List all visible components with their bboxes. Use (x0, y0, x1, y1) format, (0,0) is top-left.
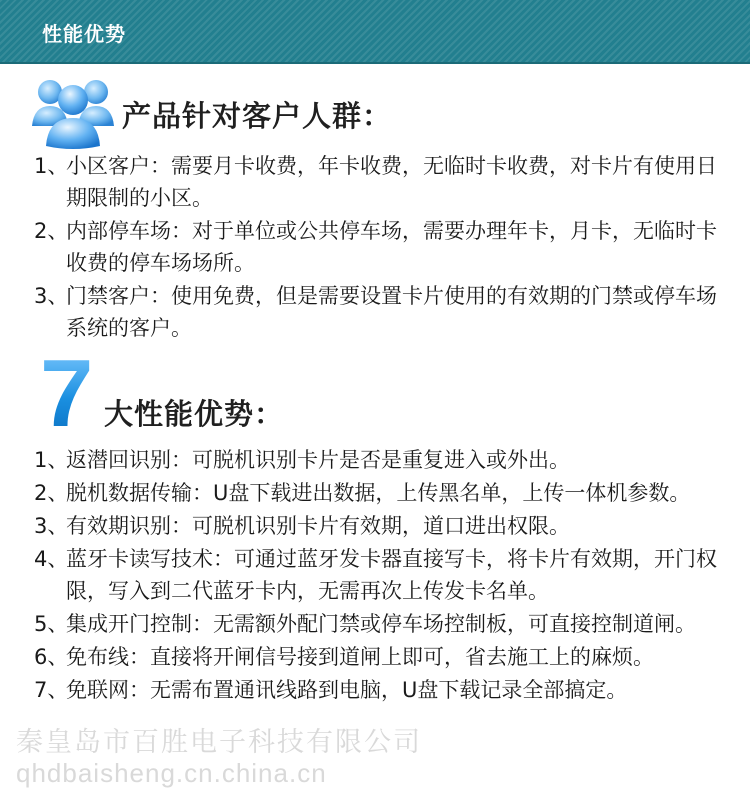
item-text: 内部停车场：对于单位或公共停车场，需要办理年卡，月卡，无临时卡收费的停车场场所。 (66, 219, 717, 275)
header-title: 性能优势 (42, 22, 126, 46)
list-item (34, 608, 734, 640)
list-item (34, 477, 734, 509)
list-item (34, 543, 734, 607)
item-text: 小区客户：需要月卡收费，年卡收费，无临时卡收费，对卡片有使用日期限制的小区。 (66, 154, 717, 210)
item-number: 5、 (34, 612, 69, 636)
list-item (34, 280, 724, 344)
item-text: 集成开门控制：无需额外配门禁或停车场控制板，可直接控制道闸。 (66, 612, 696, 636)
target-customers-list (34, 150, 724, 345)
item-text: 脱机数据传输：U盘下载进出数据，上传黑名单，上传一体机参数。 (66, 481, 691, 505)
item-number: 3、 (34, 514, 69, 538)
item-text: 有效期识别：可脱机识别卡片有效期，道口进出权限。 (66, 514, 570, 538)
item-text: 门禁客户：使用免费，但是需要设置卡片使用的有效期的门禁或停车场系统的客户。 (66, 284, 717, 340)
list-item (34, 215, 724, 279)
list-item (34, 641, 734, 673)
list-item (34, 444, 734, 476)
list-item (34, 150, 724, 214)
watermark-company: 秦皇岛市百胜电子科技有限公司 (16, 727, 422, 757)
item-number: 7、 (34, 678, 69, 702)
item-text: 返潜回识别：可脱机识别卡片是否是重复进入或外出。 (66, 448, 570, 472)
item-number: 6、 (34, 645, 69, 669)
list-item (34, 510, 734, 542)
item-number: 3、 (34, 284, 69, 308)
item-number: 2、 (34, 219, 69, 243)
users-group-icon (28, 70, 118, 150)
item-text: 免布线：直接将开闸信号接到道闸上即可，省去施工上的麻烦。 (66, 645, 654, 669)
item-text: 蓝牙卡读写技术：可通过蓝牙发卡器直接写卡，将卡片有效期，开门权限，写入到二代蓝牙卡内，无需再次上传发卡名单。 (66, 547, 717, 603)
watermark-url: qhdbaisheng.cn.china.cn (16, 758, 327, 788)
item-number: 2、 (34, 481, 69, 505)
item-number: 4、 (34, 547, 69, 571)
header-bar (0, 0, 750, 64)
item-number: 1、 (34, 154, 69, 178)
item-text: 免联网：无需布置通讯线路到电脑，U盘下载记录全部搞定。 (66, 678, 628, 702)
section2-heading: 大性能优势： (104, 397, 285, 431)
advantages-list (34, 444, 734, 707)
item-number: 1、 (34, 448, 69, 472)
big-number-seven: 7 (40, 340, 94, 447)
list-item (34, 674, 734, 706)
section1-heading: 产品针对客户人群： (122, 99, 393, 133)
